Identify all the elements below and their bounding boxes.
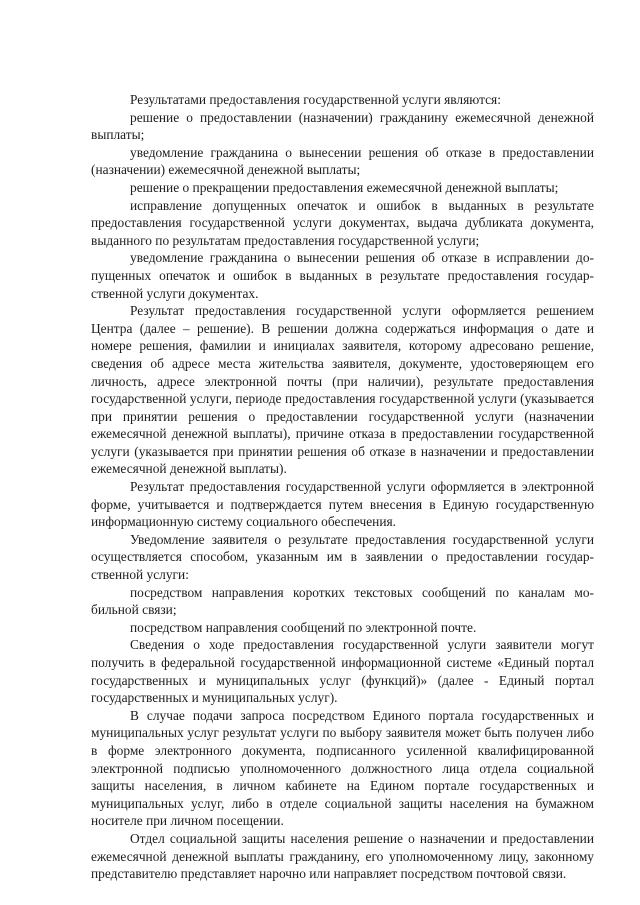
paragraph-sms: посредством направления коротких текстовых сообщений по каналам мобильной связи;	[91, 584, 594, 618]
paragraph-notice-correction-refusal: уведомление гражданина о вынесении решения об отказе в исправлении допущенных опечаток и ошибок в выданных в результате предоставления государственной услуги документах.	[91, 250, 594, 301]
paragraph-portal-request: В случае подачи запроса посредством Единого портала государственных и муниципальных услуг результат услуги по выбору заявителя может быть получен либо в форме электронного документа, подписанного усиленной квалифицированной электронной подписью уполномоченного должностного лица отдела социальной защиты населения, в личном кабинете на Едином портале государственных и муниципальных услуг, либо в отделе социальной защиты населения на бумажном носителе при личном посещении.	[91, 707, 594, 829]
paragraph-electronic-form: Результат предоставления государственной услуги оформляется в электронной форме, учитывается и подтверждается путем внесения в Единую государственную информационную систему социального обеспечения.	[91, 479, 594, 530]
paragraph-email: посредством направления сообщений по электронной почте.	[130, 619, 477, 635]
paragraph-results-intro: Результатами предоставления государственной услуги являются:	[130, 92, 501, 107]
paragraph-progress-info: Сведения о ходе предоставления государственной услуги заявители могут получить в федеральной государственной информационной системе «Единый портал государственных и муниципальных услуг (функций)» (далее - Единый портал государственных и муниципальных услуг).	[91, 637, 594, 706]
paragraph-notification-method: Уведомление заявителя о результате предоставления государственной услуги осуществляется способом, указанным им в заявлении о предоставлении государственной услуги:	[91, 531, 594, 583]
paragraph-decision-grant: решение о предоставлении (назначении) гражданину ежемесячной денежной выплаты;	[91, 109, 594, 143]
document-body	[91, 91, 594, 883]
paragraph-decision-termination: решение о прекращении предоставления ежемесячной денежной выплаты;	[130, 179, 559, 195]
paragraph-notice-refusal: уведомление гражданина о вынесении решения об отказе в предоставлении (назначении) ежемесячной денежной выплаты;	[91, 144, 594, 178]
paragraph-result-form: Результат предоставления государственной услуги оформляется решением Центра (далее – решение). В решении должна содержаться информация о дате и номере решения, фамилии и инициалах заявителя, которому адресовано решение, сведения об адресе места жительства заявителя, документе, удостоверяющем его личность, адресе электронной почты (при наличии), результате предоставления государственной услуги, периоде предоставления государственной услуги (указывается при принятии решения о предоставлении государственной услуги (назначении ежемесячной денежной выплаты), причине отказа в предоставлении государственной услуги (указывается при принятии решения об отказе в назначении и предоставлении ежемесячной денежной выплаты).	[91, 303, 594, 477]
paragraph-corrections: исправление допущенных опечаток и ошибок в выданных в результате предоставления государственной услуги документах, выдача дубликата документа, выданного по результатам предоставления государственной услуги;	[91, 197, 594, 248]
paragraph-delivery: Отдел социальной защиты населения решение о назначении и предоставлении ежемесячной денежной выплаты гражданину, его уполномоченному лицу, законному представителю представляет нарочно или направляет посредством почтовой связи.	[91, 830, 594, 882]
